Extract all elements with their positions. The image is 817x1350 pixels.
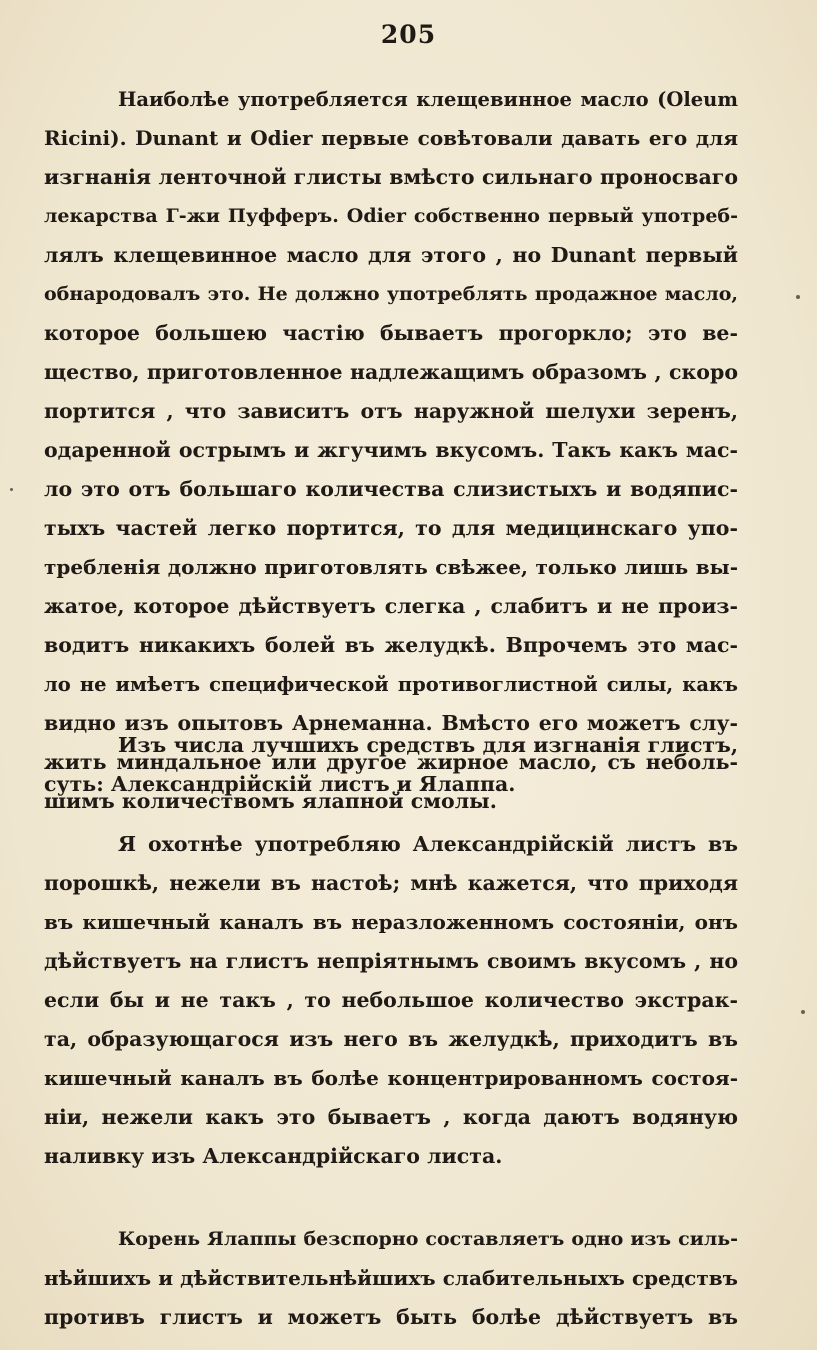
text-line: Корень Ялаппы безспорно составляетъ одно изъ силь- — [118, 1228, 738, 1250]
paragraph-best-remedies — [44, 726, 738, 804]
text-line: нѣйшихъ и дѣйствительнѣйшихъ слабительныхъ средствъ — [44, 1266, 738, 1290]
paper-speck — [801, 1010, 805, 1014]
text-line: обнародовалъ это. Не должно употреблять продажное масло, — [44, 283, 738, 305]
paper-speck — [796, 295, 800, 299]
text-line: изгнанія ленточной глисты вмѣсто сильнаго проносваго — [44, 165, 738, 189]
text-line: щество, приготовленное надлежащимъ образомъ , скоро — [44, 360, 738, 384]
text-line: суть: Александрійскій листъ и Ялаппа. — [44, 772, 516, 796]
text-line: которое большею частію бываетъ прогоркло; это ве- — [44, 321, 738, 345]
text-line: дѣйствуетъ на глистъ непріятнымъ своимъ вкусомъ , но — [44, 949, 738, 973]
text-line: шимъ количествомъ ялапной смолы. — [44, 789, 497, 813]
text-line: та, образующагося изъ него въ желудкѣ, приходитъ въ — [44, 1027, 738, 1051]
text-line: Ricini). Dunant и Odier первые совѣтовали давать его для — [44, 126, 738, 150]
text-line: въ кишечный каналъ въ неразложенномъ состояніи, онъ — [44, 910, 738, 934]
text-line: ніи, нежели какъ это бываетъ , когда даютъ водяную — [44, 1105, 738, 1129]
text-line: требленія должно приготовлять свѣжее, только лишь вы- — [44, 555, 738, 579]
page-number: 205 — [380, 20, 437, 49]
text-line: наливку изъ Александрійскаго листа. — [44, 1144, 503, 1168]
paragraph-castor-oil — [44, 80, 738, 821]
text-line: Изъ числа лучшихъ средствъ для изгнанія глистъ, — [118, 733, 738, 757]
text-line: жатое, которое дѣйствуетъ слегка , слабитъ и не произ- — [44, 594, 738, 618]
text-line: порошкѣ, нежели въ настоѣ; мнѣ кажется, что приходя — [44, 871, 738, 895]
text-line: водитъ никакихъ болей въ желудкѣ. Впрочемъ это мас- — [44, 633, 738, 657]
text-line: Наиболѣе употребляется клещевинное масло (Oleum — [118, 88, 738, 111]
text-line: ло это отъ большаго количества слизистыхъ и водяпис- — [44, 477, 738, 501]
text-line: кишечный каналъ въ болѣе концентрированномъ состоя- — [44, 1066, 738, 1090]
text-line: лялъ клещевинное масло для этого , но Dunant первый — [44, 243, 738, 267]
text-line: противъ глистъ и можетъ быть болѣе дѣйствуетъ въ — [44, 1305, 738, 1329]
paper-speck — [10, 488, 13, 491]
text-line: жить миндальное или другое жирное масло, съ неболь- — [44, 750, 738, 774]
text-line: ло не имѣетъ специфической противоглистной силы, какъ — [44, 673, 738, 696]
text-line: портится , что завиcитъ отъ наружной шелухи зеренъ, — [44, 399, 738, 423]
paragraph-senna-leaf — [44, 825, 738, 1176]
text-line: Я охотнѣе употребляю Александрійскій листъ въ — [118, 832, 738, 856]
paragraph-jalap-root — [44, 1220, 738, 1337]
text-line: лекарства Г-жи Пуфферъ. Odier собственно первый употреб- — [44, 205, 738, 227]
text-line: если бы и не такъ , то небольшое количество экстрак- — [44, 988, 738, 1012]
text-line: одаренной острымъ и жгучимъ вкусомъ. Такъ какъ мас- — [44, 438, 738, 462]
text-line: видно изъ опытовъ Арнеманна. Вмѣсто его можетъ слу- — [44, 711, 738, 735]
text-line: тыхъ частей легко портится, то для медицинскаго упо- — [44, 516, 738, 540]
